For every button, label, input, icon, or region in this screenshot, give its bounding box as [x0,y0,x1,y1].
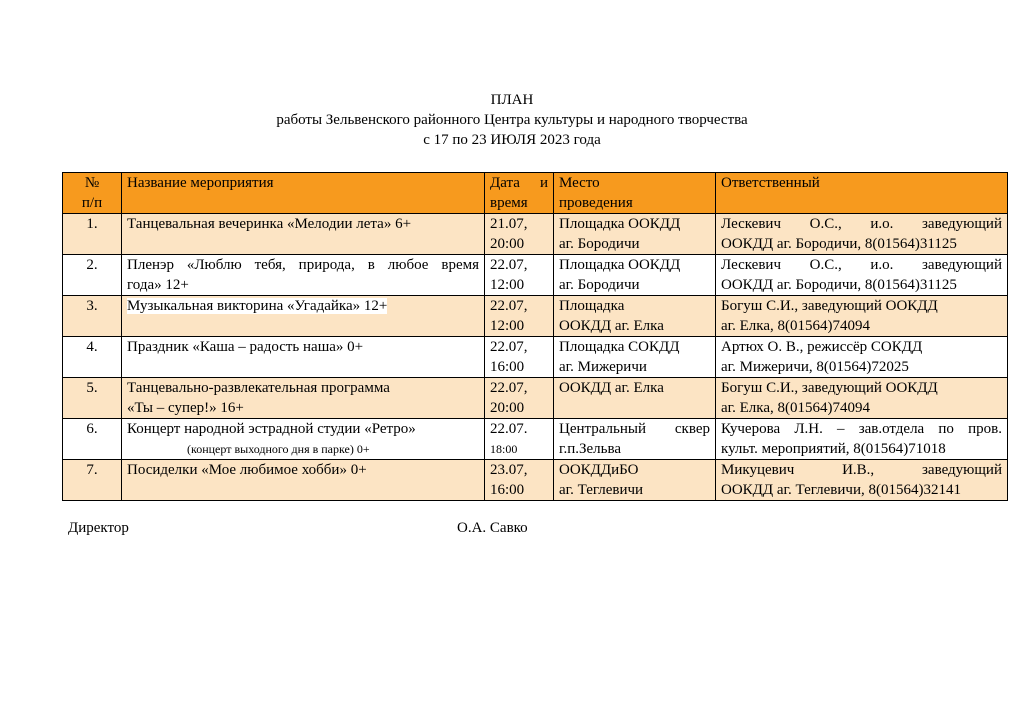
row-place: Площадка СОКДД аг. Мижеричи [554,337,716,378]
row-responsible: Богуш С.И., заведующий ООКДД аг. Елка, 8(01564)74094 [716,378,1008,419]
events-table [62,172,1008,501]
row-place: Площадка ООКДД аг. Елка [554,296,716,337]
table-row [63,337,1008,378]
column-header-responsible: Ответственный [716,173,1008,214]
table-row [63,378,1008,419]
table-row [63,214,1008,255]
row-place: ООКДД аг. Елка [554,378,716,419]
document-subtitle: работы Зельвенского районного Центра культуры и народного творчества [276,112,748,128]
row-place: Центральный сквер г.п.Зельва [554,419,716,460]
column-header-place: Место проведения [554,173,716,214]
row-event-name: Концерт народной эстрадной студии «Ретро» (концерт выходного дня в парке) 0+ [122,419,485,460]
row-num: 1. [63,214,122,255]
row-date: 22.07, 16:00 [485,337,554,378]
row-num: 3. [63,296,122,337]
row-date: 22.07, 20:00 [485,378,554,419]
row-responsible: Микуцевич И.В., заведующий ООКДД аг. Теглевичи, 8(01564)32141 [716,460,1008,501]
row-event-name: Праздник «Каша – радость наша» 0+ [122,337,485,378]
table-header-row [63,173,1008,214]
row-num: 2. [63,255,122,296]
row-num: 4. [63,337,122,378]
director-label: Директор [68,520,129,536]
row-responsible: Кучерова Л.Н. – зав.отдела по пров. культ. мероприятий, 8(01564)71018 [716,419,1008,460]
document-title: ПЛАН [490,92,534,108]
row-date: 22.07, 12:00 [485,296,554,337]
row-num: 5. [63,378,122,419]
table-row [63,419,1008,460]
row-date: 21.07, 20:00 [485,214,554,255]
row-responsible: Артюх О. В., режиссёр СОКДД аг. Мижеричи, 8(01564)72025 [716,337,1008,378]
row-num: 7. [63,460,122,501]
document-period: с 17 по 23 ИЮЛЯ 2023 года [423,132,601,148]
table-row [63,255,1008,296]
row-responsible: Лескевич О.С., и.о. заведующий ООКДД аг. Бородичи, 8(01564)31125 [716,255,1008,296]
row-place: Площадка ООКДД аг. Бородичи [554,214,716,255]
column-header-num: № п/п [63,173,122,214]
row-event-name: Танцевальная вечеринка «Мелодии лета» 6+ [122,214,485,255]
row-num: 6. [63,419,122,460]
row-responsible: Лескевич О.С., и.о. заведующий ООКДД аг. Бородичи, 8(01564)31125 [716,214,1008,255]
row-date: 23.07, 16:00 [485,460,554,501]
row-event-name: Посиделки «Мое любимое хобби» 0+ [122,460,485,501]
column-header-date: Дата и время [485,173,554,214]
row-place: ООКДДиБО аг. Теглевичи [554,460,716,501]
row-date: 22.07, 12:00 [485,255,554,296]
row-event-name: Танцевально-развлекательная программа «Ты – супер!» 16+ [122,378,485,419]
document-header [0,90,1024,150]
table-row [63,296,1008,337]
row-responsible: Богуш С.И., заведующий ООКДД аг. Елка, 8(01564)74094 [716,296,1008,337]
row-event-name: Музыкальная викторина «Угадайка» 12+ [122,296,485,337]
row-place: Площадка ООКДД аг. Бородичи [554,255,716,296]
director-signature-name: О.А. Савко [457,520,528,536]
row-date: 22.07. 18:00 [485,419,554,460]
row-event-name: Пленэр «Люблю тебя, природа, в любое время года» 12+ [122,255,485,296]
column-header-name: Название мероприятия [122,173,485,214]
table-row [63,460,1008,501]
